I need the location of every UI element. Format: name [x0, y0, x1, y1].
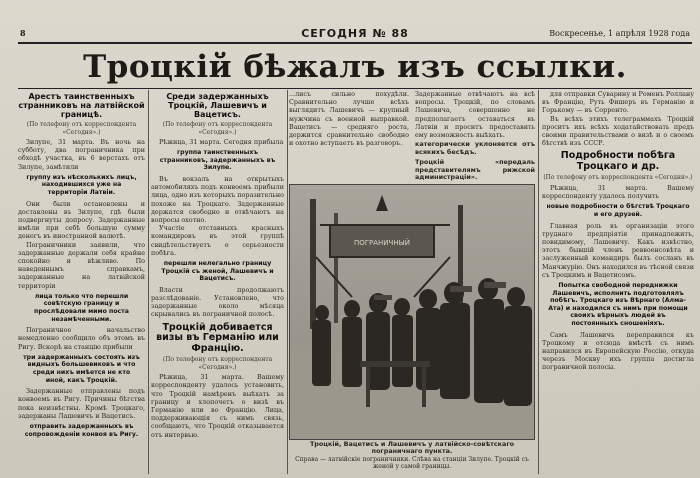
- col2-heading-2: Троцкій добивается визы въ Германію или Францію.: [156, 321, 279, 354]
- col2-byline-2: (По телефону отъ корреспондента «Сегодня».): [162, 356, 273, 371]
- masthead: [20, 26, 690, 40]
- masthead-rule: [18, 42, 692, 44]
- col4-highlight: новые подробности о бѣгствѣ Троцкаго и его друзей.: [546, 203, 690, 218]
- column-4: [542, 90, 694, 474]
- col2-highlight: группа таинственныхъ странниковъ, задержанныхъ въ Зилупе.: [159, 149, 276, 172]
- page-number: 8: [20, 28, 26, 38]
- col1-heading: Арестъ таинственныхъ странниковъ на латвійской границѣ.: [18, 92, 145, 119]
- newspaper-title: СЕГОДНЯ № 88: [301, 26, 409, 40]
- col1-highlight: отправить задержанныхъ въ сопровожденіи конвоя въ Ригу.: [24, 423, 139, 438]
- border-sign-text: ПОГРАНИЧНЫЙ: [353, 239, 411, 247]
- issue-date: Воскресенье, 1 апрѣля 1928 года: [549, 28, 690, 38]
- column-1: [18, 90, 145, 474]
- col1-highlight: лица только что перешли совѣтскую границу и прослѣдовали мимо поста незамѣченными.: [34, 292, 129, 323]
- col4-paragraph: Главная роль въ организаціи этого труднаго предпріятія принадлежитъ, повидимому, Лашевичу. Какъ извѣстно, этотъ бывшій членъ реввоенсовѣта и заслуженный командиръ былъ сосланъ въ Манчжурію. Онъ находился въ тѣсной связи съ Троцкимъ и Вацетисомъ.: [542, 221, 694, 279]
- top-article: [289, 90, 535, 182]
- top-article-inset: Троцкій «передаль представителямъ рижской администраціи».: [415, 157, 535, 182]
- column-divider: [287, 90, 288, 474]
- column-2: [151, 90, 284, 474]
- col4-paragraph: Рѣжица, 31 марта. Вашему корреспонденту удалось получить: [542, 183, 694, 201]
- top-article-columns: [289, 90, 535, 182]
- column-divider: [148, 90, 149, 474]
- col2-paragraph: Власти продолжаютъ разслѣдованіе. Установлено, что задержанные около мѣсяца скрывались въ пограничной полосѣ.: [151, 285, 284, 319]
- col1-paragraph: Пограничное начальство немедленно сообщило объ этомъ въ Ригу. Вскорѣ на станцію прибыли: [18, 326, 145, 351]
- col2-paragraph: Рѣжица, 31 марта. Вашему корреспонденту удалось установить, что Троцкій намѣренъ выѣхать за границу и хлопочетъ о визѣ въ Германію или во Францію. Лица, поддерживающія съ нимъ связь, сообщаютъ, что Троцкій отказывается отъ интервью.: [151, 373, 284, 439]
- col1-paragraph: Задержанные отправлены подъ конвоемъ въ Ригу. Причины бѣгства пока неизвѣстны. Кромѣ Троцкаго, задержаны Лашевичъ и Вацетисъ.: [18, 387, 145, 420]
- border-photograph: [289, 184, 535, 440]
- column-divider: [538, 90, 539, 474]
- col4-heading: Подробности побѣга Троцкаго и др.: [560, 150, 676, 172]
- col1-highlight: три задержанныхъ состоять изъ видныхъ большевиковъ и что среди нихъ имѣется не кто иной, какъ Троцкій.: [23, 353, 140, 384]
- col2-byline: (По телефону отъ корреспондента «Сегодня».): [162, 121, 273, 136]
- top-article-right: [415, 90, 535, 182]
- col1-paragraph: Зилупе, 31 марта. Въ ночь на субботу, два пограничника при обходѣ участка, въ 6 верстахъ отъ Зилупе, замѣтили: [18, 138, 145, 171]
- col4-paragraph: Самъ Лашевичъ переправился къ Троцкому и отсюда вмѣстѣ съ нимъ направился въ Европейскую Россію, откуда черезъ Москву ихъ группа достигла пограничной полосы.: [542, 330, 694, 372]
- col1-byline: (По телефону отъ корреспондента «Сегодня».): [26, 121, 137, 136]
- caption-text: Справа — латвійскіе пограничники. Слѣва на станціи Зилупе. Троцкій съ женой у самой границы.: [295, 455, 529, 471]
- col2-highlight: перешли нелегально границу Троцкій съ женой, Лашевичъ и Вацетисъ.: [161, 260, 274, 283]
- top-article-inset: категорически уклоняется отъ всякихъ бесѣдъ.: [415, 140, 535, 157]
- col4-paragraph: Въ всѣхъ этихъ телеграммахъ Троцкій проситъ ихъ всѣхъ ходатайствовать предъ своими правительствами о визѣ и о своемъ бѣгствѣ изъ СССР.: [542, 114, 694, 148]
- photo-image: [290, 185, 535, 440]
- col1-paragraph: Пограничники заявили, что задержанные держали себя крайне спокойно и вѣжливо. По наведеннымъ справкамъ, задержанные на латвійской территоріи: [18, 240, 145, 290]
- col2-paragraph: Участіе отставныхъ красныхъ командировъ въ этой группѣ свидѣтельствуетъ о серьезности побѣга.: [151, 224, 284, 257]
- col2-heading: Среди задержанныхъ Троцкій, Лашевичъ и Вацетисъ.: [166, 92, 269, 119]
- col4-paragraph: для отправки Суварину и Роменъ Роллану въ Францію, Руть Фишеръ въ Германію и Горькому — въ Сорренто.: [542, 90, 694, 115]
- col4-byline: (По телефону отъ корреспондента «Сегодня».): [543, 174, 693, 182]
- col1-paragraph: Они были остановлены и доставлены въ Зилупе, гдѣ были подвергнуты допросу. Задержанные имѣли при себѣ большую сумму денегъ въ иностранной валютѣ.: [18, 199, 145, 241]
- caption-title: Троцкій, Вацетисъ и Лашевичъ у латвійско-совѣтскаго пограничнаго пункта.: [309, 440, 515, 456]
- col2-paragraph: Рѣжица, 31 марта. Сегодня прибыла: [159, 138, 284, 146]
- headline-rule: [18, 88, 692, 89]
- photo-caption: [289, 441, 535, 471]
- top-article-left: ...лисъ сильно похудѣли. Сравнительно лучше всѣхъ выглядитъ Лашевичъ — крупный мужчина съ военной выправкой. Вацетисъ — средняго роста, держится сравнительно свободно и охотно вступаетъ въ разговоръ.: [289, 90, 409, 148]
- col2-paragraph: Въ вокзалъ на открытыхъ автомобиляхъ подъ конвоемъ прибыли лица, одно изъ которыхъ поразительно похоже на Троцкаго. Задержанные держатся свободно и отвѣчаютъ на вопросы охотно.: [151, 174, 284, 224]
- top-article-right-text: Задержанные отвѣчаютъ на всѣ вопросы. Троцкій, по словамъ Лашевича, совершенно не предполагаетъ оставаться въ Латвіи и проситъ предоставить ему возможность выѣхать.: [415, 90, 535, 140]
- main-headline: Троцкій бѣжалъ изъ ссылки.: [83, 49, 627, 85]
- col1-highlight: группу изъ нѣсколькихъ лицъ, находившихся уже на территоріи Латвіи.: [26, 173, 137, 196]
- col4-highlight: Попытка свободной переднижки Лашевичъ, исполнить подготовлялъ побѣгъ. Троцкаго изъ Вѣрнаго (Алма-Ата) и находился съ нимъ при помощи своихъ вѣрныхъ людей въ постоянныхъ сношеніяхъ.: [548, 281, 688, 327]
